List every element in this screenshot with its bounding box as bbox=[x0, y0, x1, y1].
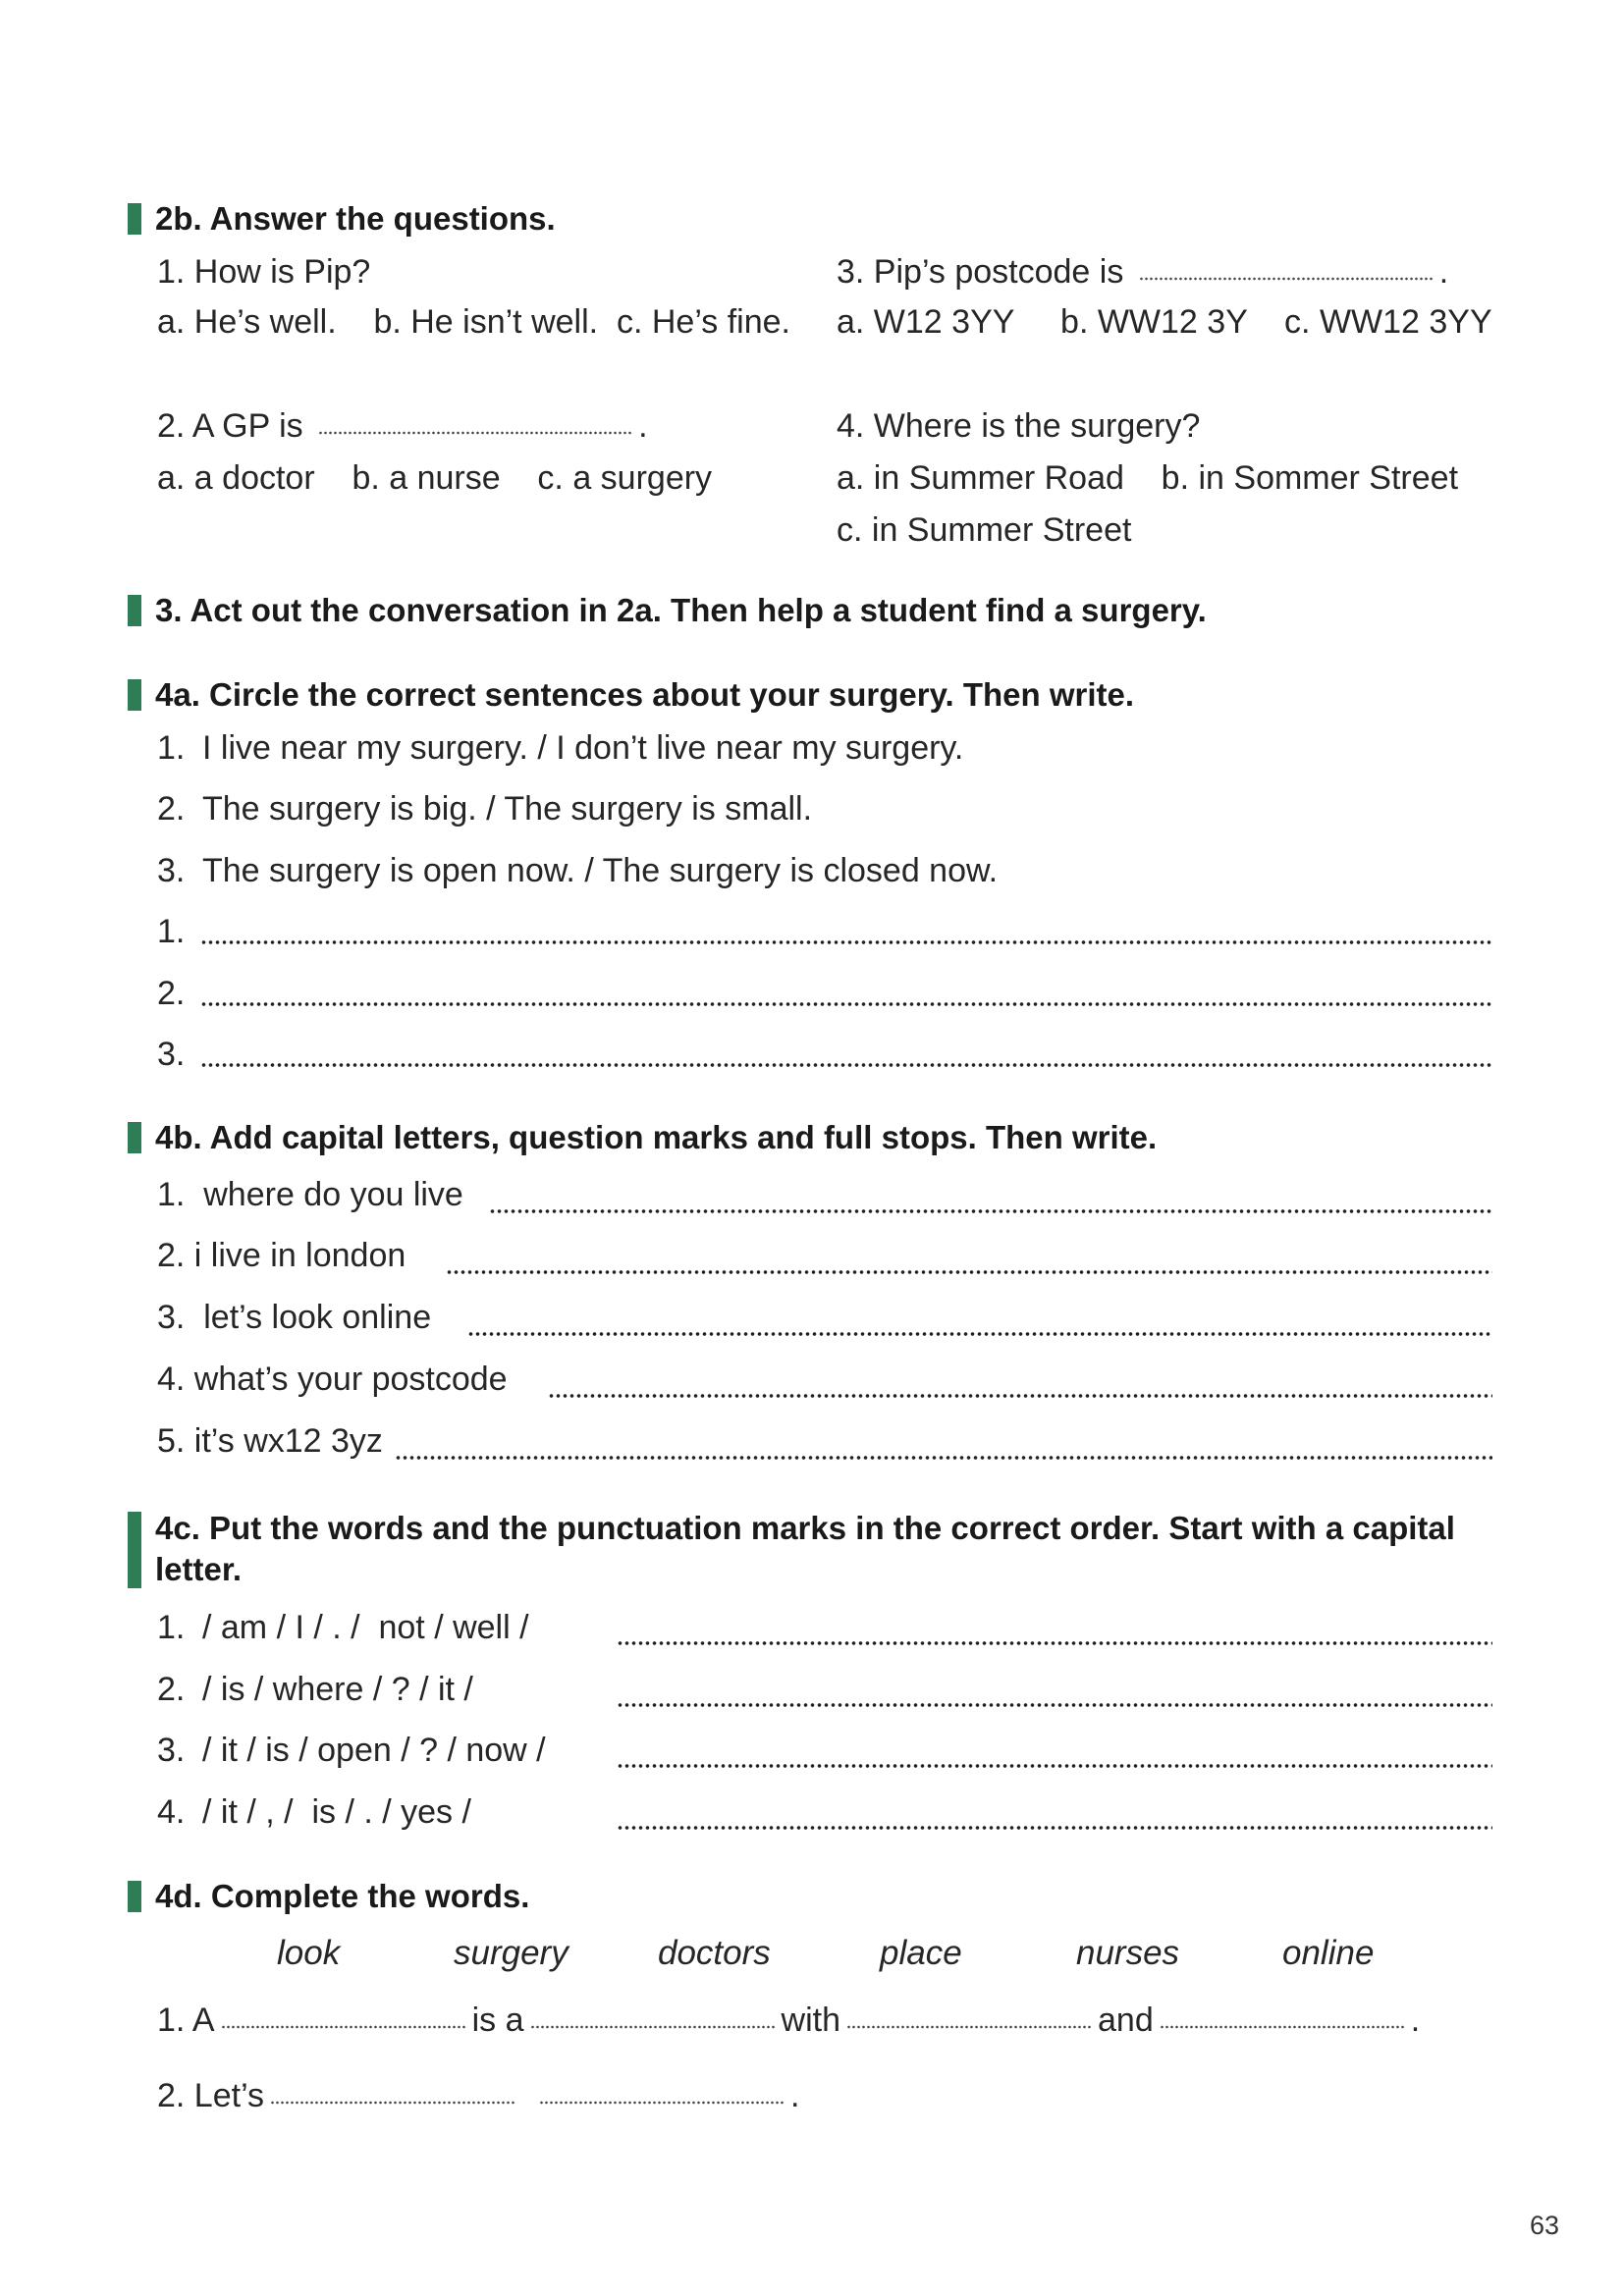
write-line[interactable] bbox=[617, 1703, 1492, 1707]
sentence-choice-1[interactable]: I live near my surgery. / I don’t live near my surgery. bbox=[202, 729, 964, 767]
write-line-number: 3. bbox=[157, 1036, 186, 1073]
heading-4b bbox=[128, 1118, 1157, 1157]
heading-2b bbox=[128, 199, 556, 239]
write-line[interactable] bbox=[200, 1063, 1492, 1067]
word-order-4: / it / , / is / . / yes / bbox=[202, 1793, 471, 1831]
word-bank-item: nurses bbox=[1076, 1934, 1180, 1972]
write-line[interactable] bbox=[200, 1002, 1492, 1006]
gap-fill-text: with bbox=[781, 2002, 840, 2039]
write-line[interactable] bbox=[489, 1209, 1492, 1213]
question-1: 1. How is Pip? bbox=[157, 253, 371, 291]
gap-fill-line-1 bbox=[157, 2000, 1420, 2041]
gap-fill-text: 1. A bbox=[157, 2002, 215, 2039]
gap-fill-text: and bbox=[1098, 2002, 1154, 2039]
list-item-number: 1. bbox=[157, 1609, 186, 1646]
word-order-3: / it / is / open / ? / now / bbox=[202, 1732, 546, 1769]
question-2-text: 2. A GP is bbox=[157, 407, 313, 445]
heading-text: 2b. Answer the questions. bbox=[155, 200, 556, 237]
question-3-options: a. W12 3YY b. WW12 3Y c. WW12 3YY bbox=[837, 303, 1492, 341]
answer-blank[interactable] bbox=[530, 2025, 776, 2029]
prompt-2: 2. i live in london bbox=[157, 1237, 406, 1274]
word-bank-item: online bbox=[1282, 1934, 1375, 1972]
heading-text: 4d. Complete the words. bbox=[155, 1878, 530, 1914]
sentence-choice-3[interactable]: The surgery is open now. / The surgery is closed now. bbox=[202, 852, 999, 889]
heading-4d bbox=[128, 1877, 529, 1916]
answer-blank[interactable] bbox=[1160, 2025, 1405, 2029]
prompt-4: 4. what’s your postcode bbox=[157, 1361, 508, 1398]
write-line-number: 2. bbox=[157, 975, 186, 1012]
answer-blank[interactable] bbox=[846, 2025, 1092, 2029]
list-item-number: 2. bbox=[157, 790, 186, 828]
question-2: 2. A GP is . bbox=[157, 407, 648, 445]
prompt-3: 3. let’s look online bbox=[157, 1299, 432, 1336]
write-line[interactable] bbox=[395, 1456, 1492, 1460]
write-line-number: 1. bbox=[157, 913, 186, 950]
heading-marker bbox=[128, 1512, 141, 1588]
word-bank-item: look bbox=[277, 1934, 341, 1972]
question-4: 4. Where is the surgery? bbox=[837, 407, 1201, 445]
answer-blank[interactable] bbox=[221, 2025, 466, 2029]
heading-text: 4c. Put the words and the punctuation marks in the correct order. Start with a capital letter. bbox=[155, 1510, 1455, 1587]
write-line[interactable] bbox=[617, 1641, 1492, 1645]
word-order-2: / is / where / ? / it / bbox=[202, 1671, 473, 1708]
list-item-number: 2. bbox=[157, 1671, 186, 1708]
answer-blank[interactable] bbox=[270, 2101, 515, 2105]
heading-marker bbox=[128, 203, 141, 235]
question-4-options-extra: c. in Summer Street bbox=[837, 511, 1132, 549]
question-3-text: 3. Pip’s postcode is bbox=[837, 253, 1133, 291]
question-1-options: a. He’s well. b. He isn’t well. c. He’s fine. bbox=[157, 303, 790, 341]
write-line[interactable] bbox=[617, 1764, 1492, 1768]
write-line[interactable] bbox=[446, 1270, 1492, 1274]
list-item-number: 3. bbox=[157, 852, 186, 889]
gap-fill-text: is a bbox=[471, 2002, 524, 2039]
write-line[interactable] bbox=[467, 1332, 1492, 1336]
list-item-number: 4. bbox=[157, 1793, 186, 1831]
list-item-number: 1. bbox=[157, 729, 186, 767]
heading-text: 4b. Add capital letters, question marks and full stops. Then write. bbox=[155, 1119, 1158, 1155]
heading-marker bbox=[128, 595, 141, 626]
answer-blank[interactable] bbox=[539, 2101, 785, 2105]
heading-marker bbox=[128, 1122, 141, 1153]
heading-text: 4a. Circle the correct sentences about your surgery. Then write. bbox=[155, 676, 1135, 713]
question-4-options: a. in Summer Road b. in Sommer Street bbox=[837, 459, 1459, 497]
write-line[interactable] bbox=[548, 1394, 1492, 1398]
question-3: 3. Pip’s postcode is . bbox=[837, 253, 1449, 291]
question-2-options: a. a doctor b. a nurse c. a surgery bbox=[157, 459, 713, 497]
word-bank-item: surgery bbox=[454, 1934, 568, 1972]
answer-blank[interactable] bbox=[1139, 277, 1434, 281]
heading-4a bbox=[128, 675, 1134, 715]
heading-marker bbox=[128, 679, 141, 711]
word-bank-item: doctors bbox=[658, 1934, 771, 1972]
gap-fill-line-2 bbox=[157, 2075, 799, 2116]
word-bank-item: place bbox=[880, 1934, 962, 1972]
heading-3 bbox=[128, 591, 1207, 630]
heading-4c bbox=[128, 1508, 1490, 1590]
write-line[interactable] bbox=[617, 1826, 1492, 1830]
sentence-choice-2[interactable]: The surgery is big. / The surgery is small. bbox=[202, 790, 813, 828]
answer-blank[interactable] bbox=[318, 431, 632, 435]
word-order-1: / am / I / . / not / well / bbox=[202, 1609, 529, 1646]
write-line[interactable] bbox=[200, 940, 1492, 944]
heading-marker bbox=[128, 1881, 141, 1912]
list-item-number: 3. bbox=[157, 1732, 186, 1769]
prompt-5: 5. it’s wx12 3yz bbox=[157, 1422, 383, 1460]
gap-fill-text: 2. Let’s bbox=[157, 2077, 265, 2114]
page-number: 63 bbox=[1530, 2211, 1560, 2240]
heading-text: 3. Act out the conversation in 2a. Then help a student find a surgery. bbox=[155, 592, 1207, 628]
prompt-1: 1. where do you live bbox=[157, 1176, 463, 1213]
gap-fill-text: . bbox=[790, 2077, 800, 2114]
gap-fill-text: . bbox=[1410, 2002, 1421, 2039]
